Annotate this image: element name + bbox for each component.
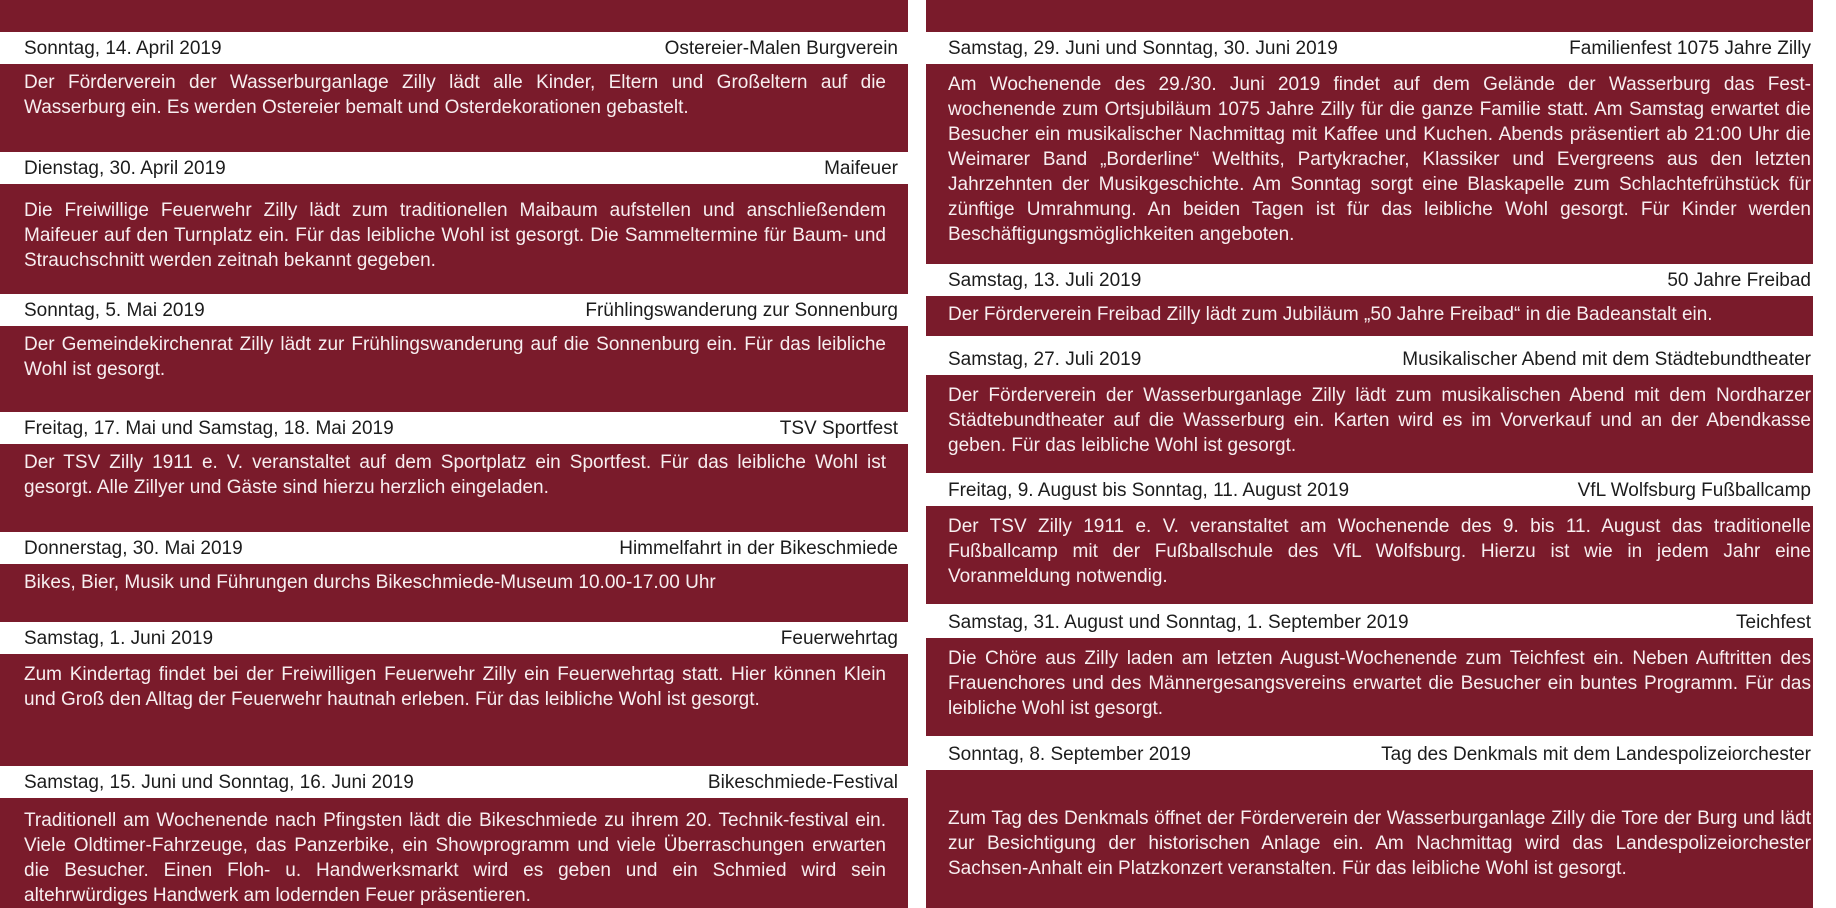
event-fruehlingswanderung <box>0 296 908 412</box>
event-fussballcamp <box>926 476 1813 604</box>
event-title: Musikalischer Abend mit dem Städtebundtheater <box>1402 349 1811 370</box>
event-header <box>0 154 908 184</box>
event-description: Der Förderverein der Wasserburganlage Zilly lädt zum musikalischen Abend mit dem Nordharzer Städtebundtheater auf die Wasserburg ein. Karten wird es im Vorverkauf und an der Abendkasse geben. Für das leibliche Wohl ist gesorgt. <box>926 375 1813 473</box>
event-bikeschmiede-festival <box>0 768 908 908</box>
event-title: Frühlingswanderung zur Sonnenburg <box>585 300 898 321</box>
event-description: Der Gemeindekirchenrat Zilly lädt zur Frühlingswanderung auf die Sonnenburg ein. Für das leibliche Wohl ist gesorgt. <box>0 326 908 412</box>
event-description: Der Förderverein der Wasserburganlage Zilly lädt alle Kinder, Eltern und Großeltern auf die Wasserburg ein. Es werden Ostereier bemalt und Osterdekorationen gebastelt. <box>0 64 908 152</box>
event-title: Feuerwehrtag <box>780 628 898 649</box>
event-date: Samstag, 13. Juli 2019 <box>948 270 1142 291</box>
event-musikalischer-abend <box>926 345 1813 473</box>
event-description: Der TSV Zilly 1911 e. V. veranstaltet am Wochenende des 9. bis 11. August das traditionelle Fußballcamp mit der Fußballschule des VfL Wolfsburg. Hierzu ist wie in jedem Jahr eine Voranmeldung notwendig. <box>926 506 1813 604</box>
event-feuerwehrtag <box>0 624 908 766</box>
event-date: Freitag, 17. Mai und Samstag, 18. Mai 2019 <box>24 418 394 439</box>
right-column <box>926 0 1813 908</box>
event-description: Am Wochenende des 29./30. Juni 2019 findet auf dem Gelände der Wasserburg das Fest-wochenende zum Ortsjubiläum 1075 Jahre Zilly für die ganze Familie statt. Am Samstag erwartet die Besucher ein musikalischer Nachmittag mit Kaffee und Kuchen. Abends präsentiert ab 21:00 Uhr die Weimarer Band „Borderline“ Welthits, Partykracher, Klassiker und Evergreens aus den letzten Jahrzehnten der Musikgeschichte. Am Sonntag sorgt eine Blaskapelle zum Schlachtefrühstück für zünftige Umrahmung. An beiden Tagen ist für das leibliche Wohl gesorgt. Für Kinder werden Beschäftigungsmöglichkeiten angeboten. <box>926 64 1813 264</box>
event-date: Samstag, 1. Juni 2019 <box>24 628 214 649</box>
event-freibad <box>926 266 1813 336</box>
event-date: Samstag, 31. August und Sonntag, 1. September 2019 <box>948 612 1409 633</box>
event-familienfest <box>926 34 1813 264</box>
event-header <box>0 296 908 326</box>
event-himmelfahrt <box>0 534 908 622</box>
event-header <box>926 266 1813 296</box>
event-description: Der TSV Zilly 1911 e. V. veranstaltet auf dem Sportplatz ein Sportfest. Für das leibliche Wohl ist gesorgt. Alle Zillyer und Gäste sind hierzu herzlich eingeladen. <box>0 444 908 532</box>
event-ostereier <box>0 34 908 152</box>
event-description: Die Freiwillige Feuerwehr Zilly lädt zum traditionellen Maibaum aufstellen und anschließendem Maifeuer auf den Turnplatz ein. Für das leibliche Wohl ist gesorgt. Die Sammeltermine für Baum- und Strauchschnitt werden zeitnah bekannt gegeben. <box>0 184 908 294</box>
event-date: Samstag, 29. Juni und Sonntag, 30. Juni 2019 <box>948 38 1338 59</box>
event-title: Himmelfahrt in der Bikeschmiede <box>619 538 898 559</box>
event-description: Zum Tag des Denkmals öffnet der Förderverein der Wasserburganlage Zilly die Tore der Burg und lädt zur Besichtigung der historischen Anlage ein. Am Nachmittag wird das Landespolizeiorchester Sachsen-Anhalt ein Platzkonzert veranstalten. Für das leibliche Wohl ist gesorgt. <box>926 770 1813 908</box>
event-date: Sonntag, 8. September 2019 <box>948 744 1191 765</box>
event-header <box>926 608 1813 638</box>
event-date: Samstag, 15. Juni und Sonntag, 16. Juni 2019 <box>24 772 414 793</box>
event-date: Freitag, 9. August bis Sonntag, 11. August 2019 <box>948 480 1350 501</box>
event-tag-des-denkmals <box>926 740 1813 908</box>
event-header <box>926 740 1813 770</box>
event-header <box>0 34 908 64</box>
event-title: Teichfest <box>1736 612 1811 633</box>
event-header <box>926 476 1813 506</box>
event-date: Donnerstag, 30. Mai 2019 <box>24 538 243 559</box>
event-description: Bikes, Bier, Musik und Führungen durchs Bikeschmiede-Museum 10.00-17.00 Uhr <box>0 564 908 622</box>
event-date: Samstag, 27. Juli 2019 <box>948 349 1142 370</box>
event-header <box>0 624 908 654</box>
event-title: Maifeuer <box>824 158 898 179</box>
event-header <box>0 414 908 444</box>
event-header <box>0 768 908 798</box>
event-header <box>926 345 1813 375</box>
event-header <box>926 34 1813 64</box>
event-maifeuer <box>0 154 908 294</box>
event-title: TSV Sportfest <box>779 418 898 439</box>
event-title: Ostereier-Malen Burgverein <box>664 38 898 59</box>
event-description: Der Förderverein Freibad Zilly lädt zum Jubiläum „50 Jahre Freibad“ in die Badeanstalt ein. <box>926 296 1813 336</box>
event-teichfest <box>926 608 1813 736</box>
event-title: Familienfest 1075 Jahre Zilly <box>1569 38 1811 59</box>
event-description: Traditionell am Wochenende nach Pfingsten lädt die Bikeschmiede zu ihrem 20. Technik-festival ein. Viele Oldtimer-Fahrzeuge, das Panzerbike, ein Showprogramm und viele Überraschungen erwarten die Besucher. Einen Floh- u. Handwerksmarkt wird es geben und ein Schmied wird sein altehrwürdiges Handwerk am lodernden Feuer präsentieren. <box>0 798 908 908</box>
event-tsv-sportfest <box>0 414 908 532</box>
event-description: Die Chöre aus Zilly laden am letzten August-Wochenende zum Teichfest ein. Neben Auftritten des Frauenchores und des Männergesangsvereins erwartet die Besucher ein buntes Programm. Für das leibliche Wohl ist gesorgt. <box>926 638 1813 736</box>
event-date: Dienstag, 30. April 2019 <box>24 158 226 179</box>
event-date: Sonntag, 5. Mai 2019 <box>24 300 205 321</box>
top-band <box>0 0 908 32</box>
event-title: Bikeschmiede-Festival <box>707 772 898 793</box>
event-title: 50 Jahre Freibad <box>1667 270 1811 291</box>
event-title: VfL Wolfsburg Fußballcamp <box>1577 480 1811 501</box>
event-title: Tag des Denkmals mit dem Landespolizeiorchester <box>1381 744 1811 765</box>
left-column <box>0 0 908 908</box>
event-description: Zum Kindertag findet bei der Freiwilligen Feuerwehr Zilly ein Feuerwehrtag statt. Hier können Klein und Groß den Alltag der Feuerwehr hautnah erleben. Für das leibliche Wohl ist gesorgt. <box>0 654 908 766</box>
top-band <box>926 0 1813 32</box>
event-header <box>0 534 908 564</box>
event-date: Sonntag, 14. April 2019 <box>24 38 222 59</box>
